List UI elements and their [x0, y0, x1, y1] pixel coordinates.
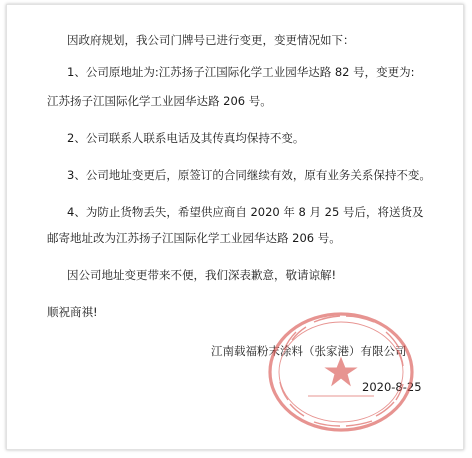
letter-item-3: 3、公司地址变更后，原签订的合同继续有效，原有业务关系保持不变。 [67, 168, 431, 182]
letter-item-4-line-1: 4、为防止货物丢失，希望供应商自 2020 年 8 月 25 号后，将送货及 [67, 205, 424, 219]
letter-item-2: 2、公司联系人联系电话及其传真均保持不变。 [67, 131, 305, 145]
letter-intro: 因政府规划，我公司门牌号已进行变更，变更情况如下： [67, 33, 355, 47]
letter-closing: 顺祝商祺! [47, 305, 98, 319]
letter-date: 2020-8-25 [362, 380, 422, 394]
letter-item-1-line-2: 江苏扬子江国际化学工业园华达路 206 号。 [47, 94, 272, 108]
letter-item-4-line-2: 邮寄地址改为江苏扬子江国际化学工业园华达路 206 号。 [47, 231, 341, 245]
letter-page [6, 4, 464, 450]
company-seal-stamp-icon [266, 310, 416, 434]
letter-apology: 因公司地址变更带来不便，我们深表歉意，敬请谅解! [67, 268, 337, 282]
letter-company-name: 江南载福粉末涂料（张家港）有限公司 [211, 344, 407, 358]
letter-item-1-line-1: 1、公司原地址为:江苏扬子江国际化学工业园华达路 82 号，变更为: [67, 65, 415, 79]
